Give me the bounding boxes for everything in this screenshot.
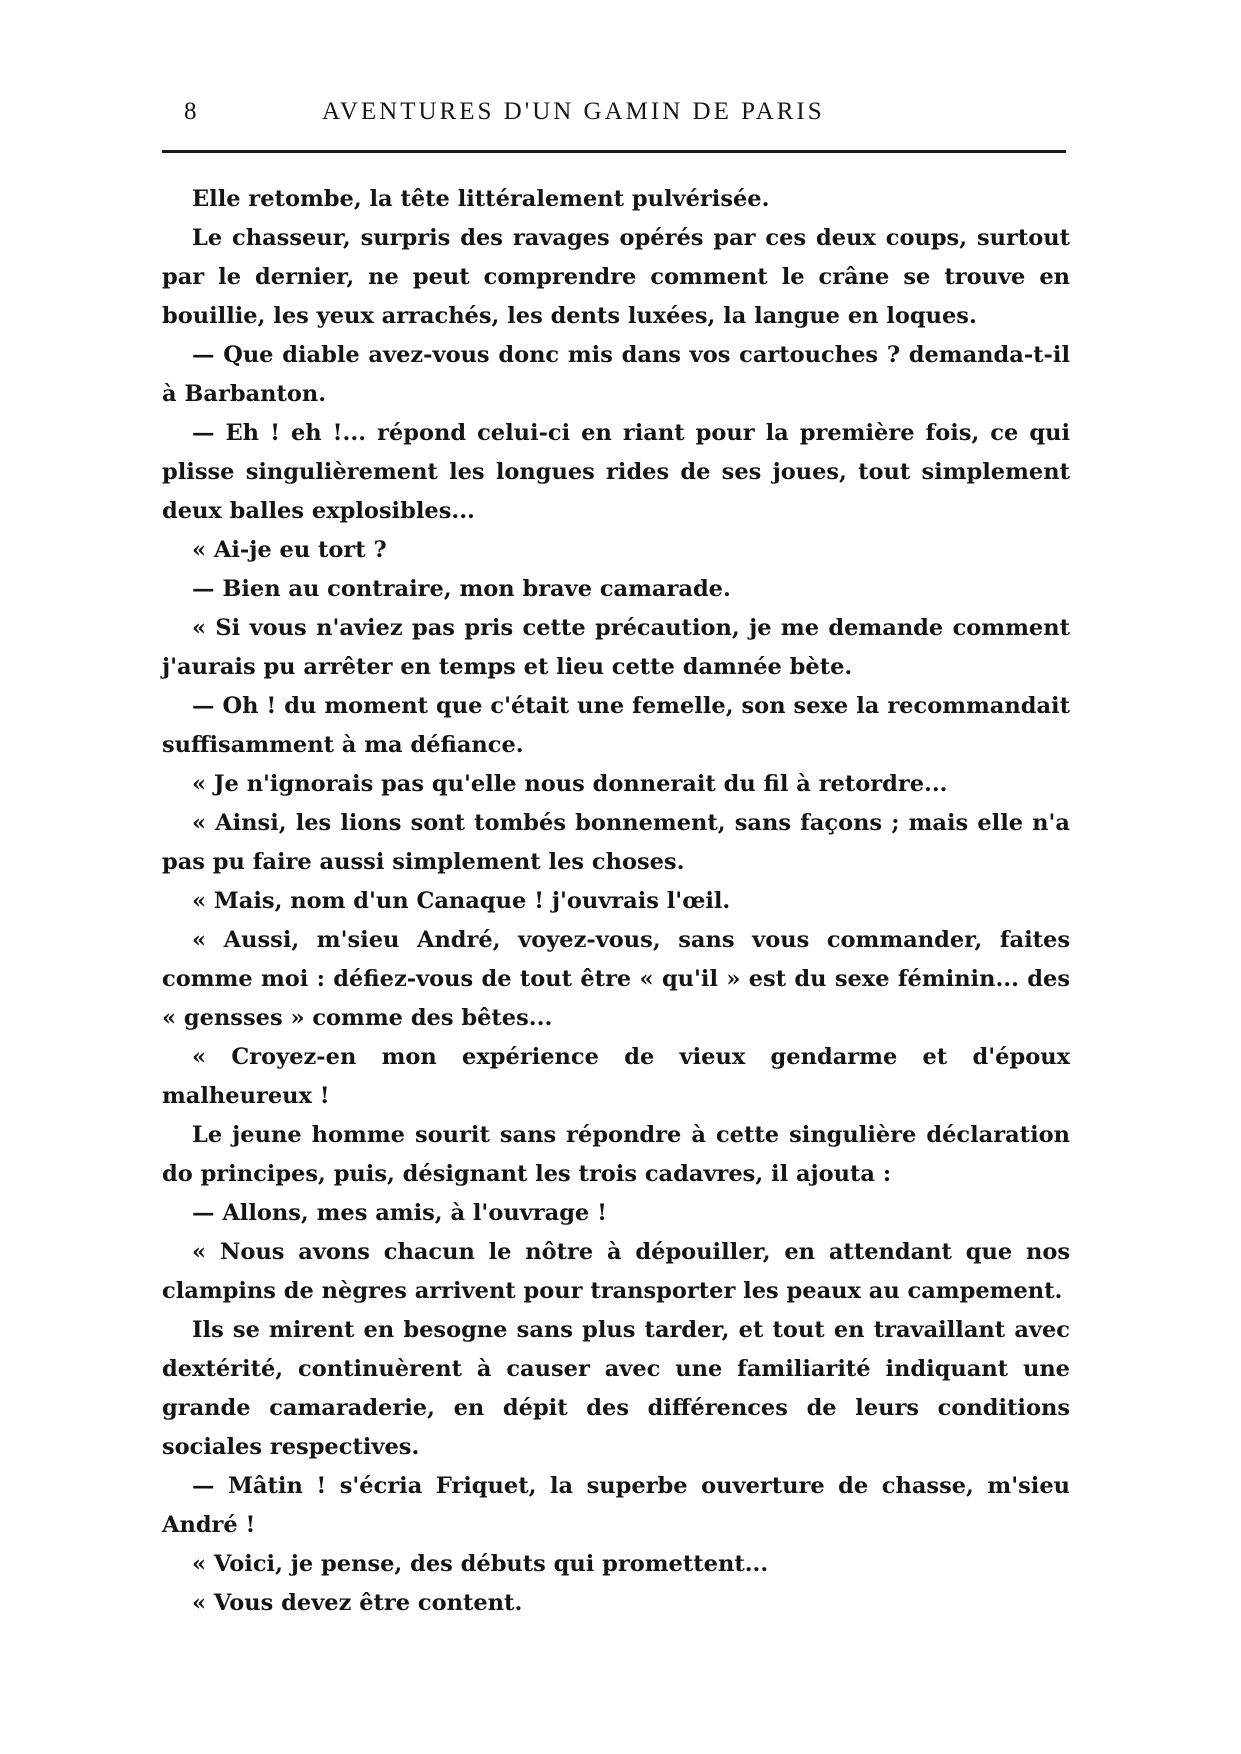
- body-text: [162, 180, 1070, 1623]
- paragraph: — Eh ! eh !... répond celui-ci en riant pour la première fois, ce qui plisse singulièrement les longues rides de ses joues, tout simplement deux balles explosibles...: [162, 420, 1070, 524]
- paragraph: « Ai-je eu tort ?: [192, 537, 387, 563]
- page-header: [162, 98, 1062, 138]
- paragraph: Le chasseur, surpris des ravages opérés par ces deux coups, surtout par le dernier, ne peut comprendre comment le crâne se trouve en bouillie, les yeux arrachés, les dents luxées, la langue en loques.: [162, 225, 1070, 329]
- page-number: 8: [184, 98, 200, 125]
- paragraph: — Oh ! du moment que c'était une femelle, son sexe la recommandait suffisamment à ma défiance.: [162, 693, 1070, 758]
- paragraph: « Mais, nom d'un Canaque ! j'ouvrais l'œil.: [192, 888, 731, 914]
- paragraph: Ils se mirent en besogne sans plus tarder, et tout en travaillant avec dextérité, continuèrent à causer avec une familiarité indiquant une grande camaraderie, en dépit des différences de leurs conditions sociales respectives.: [162, 1317, 1070, 1460]
- paragraph: « Nous avons chacun le nôtre à dépouiller, en attendant que nos clampins de nègres arrivent pour transporter les peaux au campement.: [162, 1239, 1070, 1304]
- paragraph: « Vous devez être content.: [192, 1590, 523, 1616]
- paragraph: « Si vous n'aviez pas pris cette précaution, je me demande comment j'aurais pu arrêter en temps et lieu cette damnée bète.: [162, 615, 1070, 680]
- paragraph: — Mâtin ! s'écria Friquet, la superbe ouverture de chasse, m'sieu André !: [162, 1473, 1070, 1538]
- paragraph: « Je n'ignorais pas qu'elle nous donnerait du fil à retordre...: [192, 771, 948, 797]
- paragraph: « Ainsi, les lions sont tombés bonnement, sans façons ; mais elle n'a pas pu faire aussi simplement les choses.: [162, 810, 1070, 875]
- paragraph: « Aussi, m'sieu André, voyez-vous, sans vous commander, faites comme moi : défiez-vous de tout être « qu'il » est du sexe féminin... des « gensses » comme des bêtes...: [162, 927, 1070, 1031]
- paragraph: — Bien au contraire, mon brave camarade.: [192, 576, 731, 602]
- paragraph: « Voici, je pense, des débuts qui promettent...: [192, 1551, 769, 1577]
- paragraph: « Croyez-en mon expérience de vieux gendarme et d'époux malheureux !: [162, 1044, 1070, 1109]
- header-rule: [162, 150, 1066, 153]
- paragraph: — Que diable avez-vous donc mis dans vos cartouches ? demanda-t-il à Barbanton.: [162, 342, 1070, 407]
- running-title: AVENTURES D'UN GAMIN DE PARIS: [322, 98, 825, 125]
- paragraph: — Allons, mes amis, à l'ouvrage !: [192, 1200, 607, 1226]
- paragraph: Le jeune homme sourit sans répondre à cette singulière déclaration do principes, puis, désignant les trois cadavres, il ajouta :: [162, 1122, 1070, 1187]
- paragraph: Elle retombe, la tête littéralement pulvérisée.: [192, 186, 770, 212]
